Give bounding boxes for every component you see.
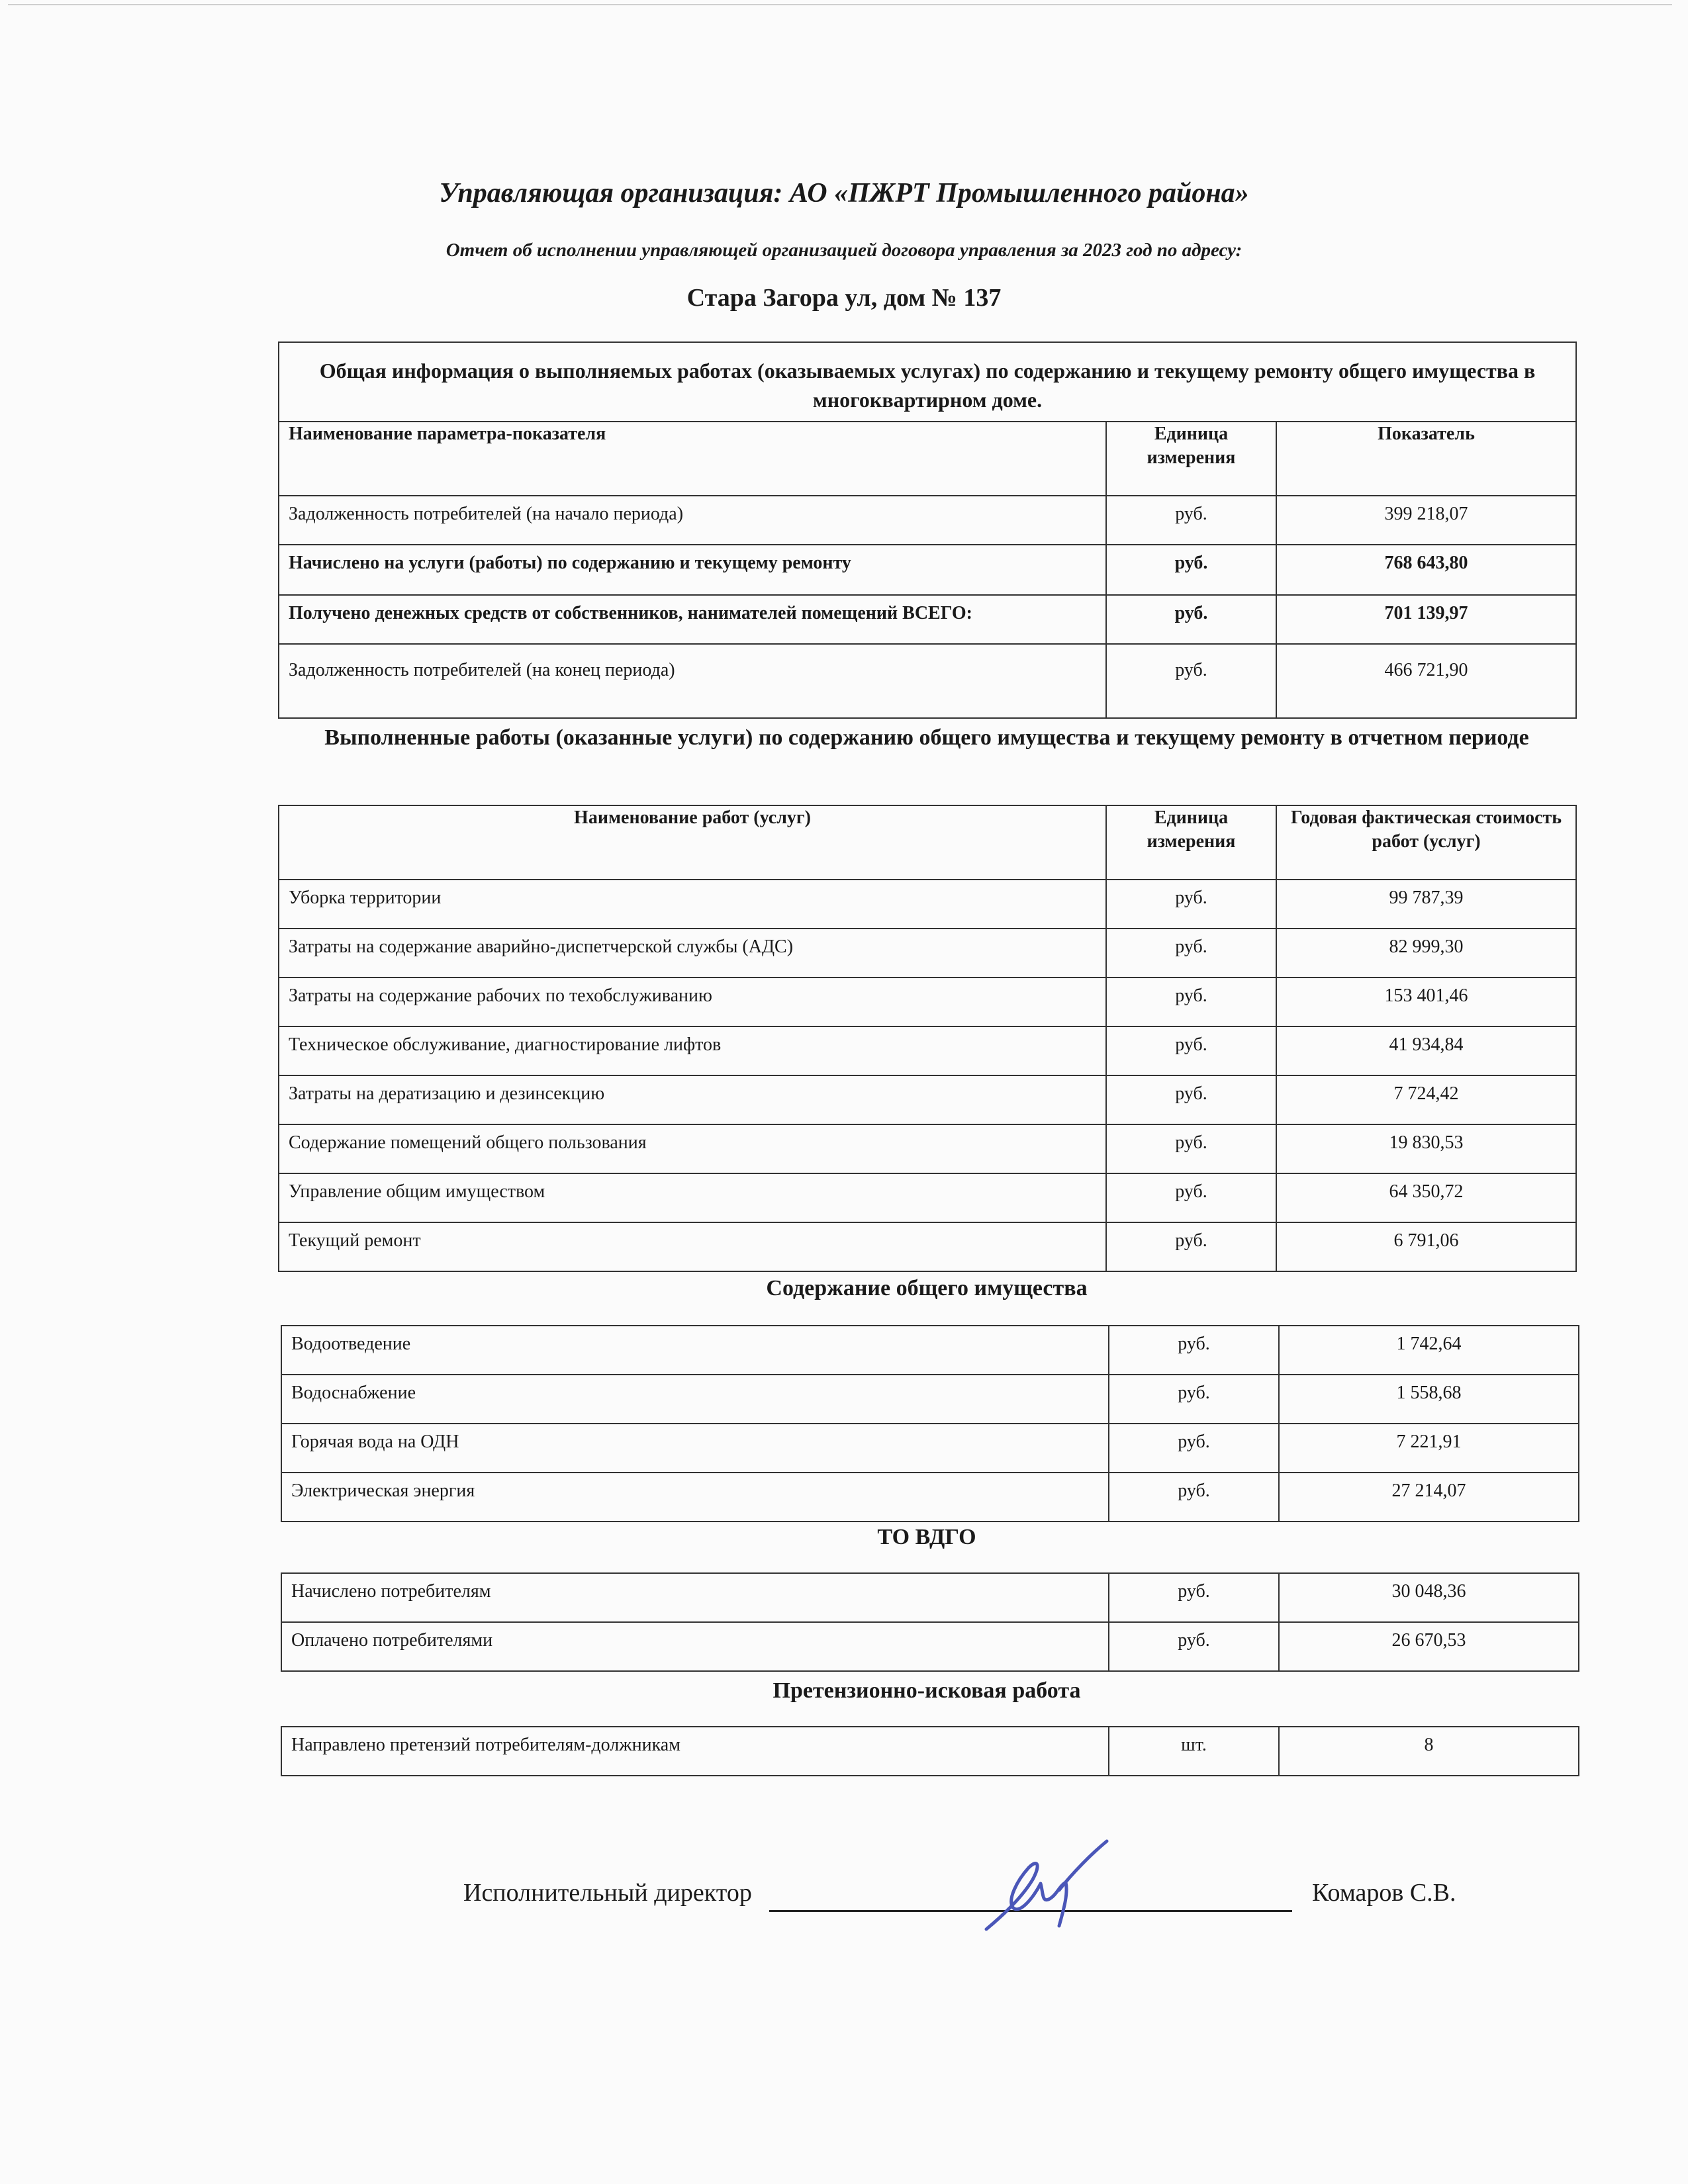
row-name: Направлено претензий потребителям-должникам xyxy=(281,1727,1109,1776)
row-unit: руб. xyxy=(1106,644,1276,718)
column-header: Наименование работ (услуг) xyxy=(279,805,1106,880)
row-unit: руб. xyxy=(1109,1573,1279,1622)
column-header: Единица измерения xyxy=(1106,422,1276,496)
table-row xyxy=(279,1222,1576,1271)
row-value: 153 401,46 xyxy=(1276,978,1576,1026)
row-name: Техническое обслуживание, диагностирование лифтов xyxy=(279,1026,1106,1075)
works-table xyxy=(278,805,1577,1272)
row-value: 8 xyxy=(1279,1727,1579,1776)
column-header: Показатель xyxy=(1276,422,1576,496)
signatory-role: Исполнительный директор xyxy=(463,1879,752,1907)
row-name: Водоснабжение xyxy=(281,1375,1109,1424)
table-row xyxy=(279,1026,1576,1075)
scan-edge xyxy=(8,4,1672,5)
row-name: Горячая вода на ОДН xyxy=(281,1424,1109,1473)
column-header: Единица измерения xyxy=(1106,805,1276,880)
table-row xyxy=(279,496,1576,545)
row-value: 1 558,68 xyxy=(1279,1375,1579,1424)
table-row xyxy=(281,1622,1579,1671)
row-value: 82 999,30 xyxy=(1276,929,1576,978)
row-unit: руб. xyxy=(1109,1622,1279,1671)
table-row xyxy=(279,929,1576,978)
row-name: Получено денежных средств от собственников, нанимателей помещений ВСЕГО: xyxy=(279,595,1106,644)
column-header: Наименование параметра-показателя xyxy=(279,422,1106,496)
row-name: Затраты на дератизацию и дезинсекцию xyxy=(279,1075,1106,1124)
table-row xyxy=(281,1573,1579,1622)
row-name: Оплачено потребителями xyxy=(281,1622,1109,1671)
table-row xyxy=(281,1326,1579,1375)
table-row xyxy=(281,1375,1579,1424)
row-unit: руб. xyxy=(1109,1473,1279,1522)
signatory-name: Комаров С.В. xyxy=(1312,1879,1456,1907)
table-row xyxy=(279,880,1576,929)
row-unit: руб. xyxy=(1106,1026,1276,1075)
row-unit: руб. xyxy=(1106,1222,1276,1271)
row-unit: руб. xyxy=(1106,978,1276,1026)
table-row xyxy=(279,1124,1576,1173)
table-row xyxy=(279,595,1576,644)
common-property-section-title: Содержание общего имущества xyxy=(766,1276,1088,1300)
row-unit: руб. xyxy=(1106,1173,1276,1222)
table-row xyxy=(279,1173,1576,1222)
row-unit: руб. xyxy=(1106,929,1276,978)
row-name: Задолженность потребителей (на начало периода) xyxy=(279,496,1106,545)
table-row xyxy=(279,545,1576,595)
row-value: 768 643,80 xyxy=(1276,545,1576,595)
table-row xyxy=(279,644,1576,718)
vdgo-table xyxy=(281,1572,1579,1672)
organization-title: Управляющая организация: АО «ПЖРТ Промышленного района» xyxy=(439,178,1249,208)
row-value: 7 221,91 xyxy=(1279,1424,1579,1473)
row-value: 41 934,84 xyxy=(1276,1026,1576,1075)
row-value: 7 724,42 xyxy=(1276,1075,1576,1124)
row-unit: руб. xyxy=(1106,595,1276,644)
row-value: 26 670,53 xyxy=(1279,1622,1579,1671)
table-row xyxy=(281,1424,1579,1473)
row-unit: руб. xyxy=(1106,880,1276,929)
general-info-table xyxy=(278,341,1577,719)
row-value: 399 218,07 xyxy=(1276,496,1576,545)
row-name: Затраты на содержание рабочих по техобслуживанию xyxy=(279,978,1106,1026)
row-value: 466 721,90 xyxy=(1276,644,1576,718)
handwritten-signature xyxy=(960,1833,1132,1939)
claims-section-title: Претензионно-исковая работа xyxy=(773,1678,1081,1703)
row-value: 19 830,53 xyxy=(1276,1124,1576,1173)
row-value: 30 048,36 xyxy=(1279,1573,1579,1622)
row-name: Содержание помещений общего пользования xyxy=(279,1124,1106,1173)
signature-stroke xyxy=(986,1841,1107,1929)
row-unit: шт. xyxy=(1109,1727,1279,1776)
row-unit: руб. xyxy=(1109,1326,1279,1375)
row-name: Затраты на содержание аварийно-диспетчерской службы (АДС) xyxy=(279,929,1106,978)
row-unit: руб. xyxy=(1106,1124,1276,1173)
row-unit: руб. xyxy=(1106,496,1276,545)
row-name: Электрическая энергия xyxy=(281,1473,1109,1522)
row-value: 701 139,97 xyxy=(1276,595,1576,644)
general-info-title: Общая информация о выполняемых работах (оказываемых услугах) по содержанию и текущему ремонту общего имущества в многоквартирном доме. xyxy=(279,342,1576,422)
report-subtitle: Отчет об исполнении управляющей организацией договора управления за 2023 год по адресу: xyxy=(445,240,1243,261)
claims-table xyxy=(281,1726,1579,1776)
row-unit: руб. xyxy=(1109,1424,1279,1473)
vdgo-section-title: ТО ВДГО xyxy=(877,1525,976,1549)
table-row xyxy=(279,978,1576,1026)
table-row xyxy=(279,1075,1576,1124)
row-value: 64 350,72 xyxy=(1276,1173,1576,1222)
row-name: Уборка территории xyxy=(279,880,1106,929)
address-line: Стара Загора ул, дом № 137 xyxy=(686,284,1002,312)
row-name: Начислено потребителям xyxy=(281,1573,1109,1622)
row-name: Водоотведение xyxy=(281,1326,1109,1375)
row-name: Задолженность потребителей (на конец периода) xyxy=(279,644,1106,718)
column-header: Годовая фактическая стоимость работ (услуг) xyxy=(1276,805,1576,880)
table-row xyxy=(281,1727,1579,1776)
row-value: 1 742,64 xyxy=(1279,1326,1579,1375)
row-value: 6 791,06 xyxy=(1276,1222,1576,1271)
row-name: Управление общим имуществом xyxy=(279,1173,1106,1222)
row-name: Начислено на услуги (работы) по содержанию и текущему ремонту xyxy=(279,545,1106,595)
common-property-table xyxy=(281,1325,1579,1522)
row-unit: руб. xyxy=(1109,1375,1279,1424)
row-name: Текущий ремонт xyxy=(279,1222,1106,1271)
table-row xyxy=(281,1473,1579,1522)
row-unit: руб. xyxy=(1106,545,1276,595)
row-unit: руб. xyxy=(1106,1075,1276,1124)
works-section-title: Выполненные работы (оказанные услуги) по содержанию общего имущества и текущему ремонту в отчетном периоде xyxy=(324,725,1529,750)
row-value: 99 787,39 xyxy=(1276,880,1576,929)
row-value: 27 214,07 xyxy=(1279,1473,1579,1522)
